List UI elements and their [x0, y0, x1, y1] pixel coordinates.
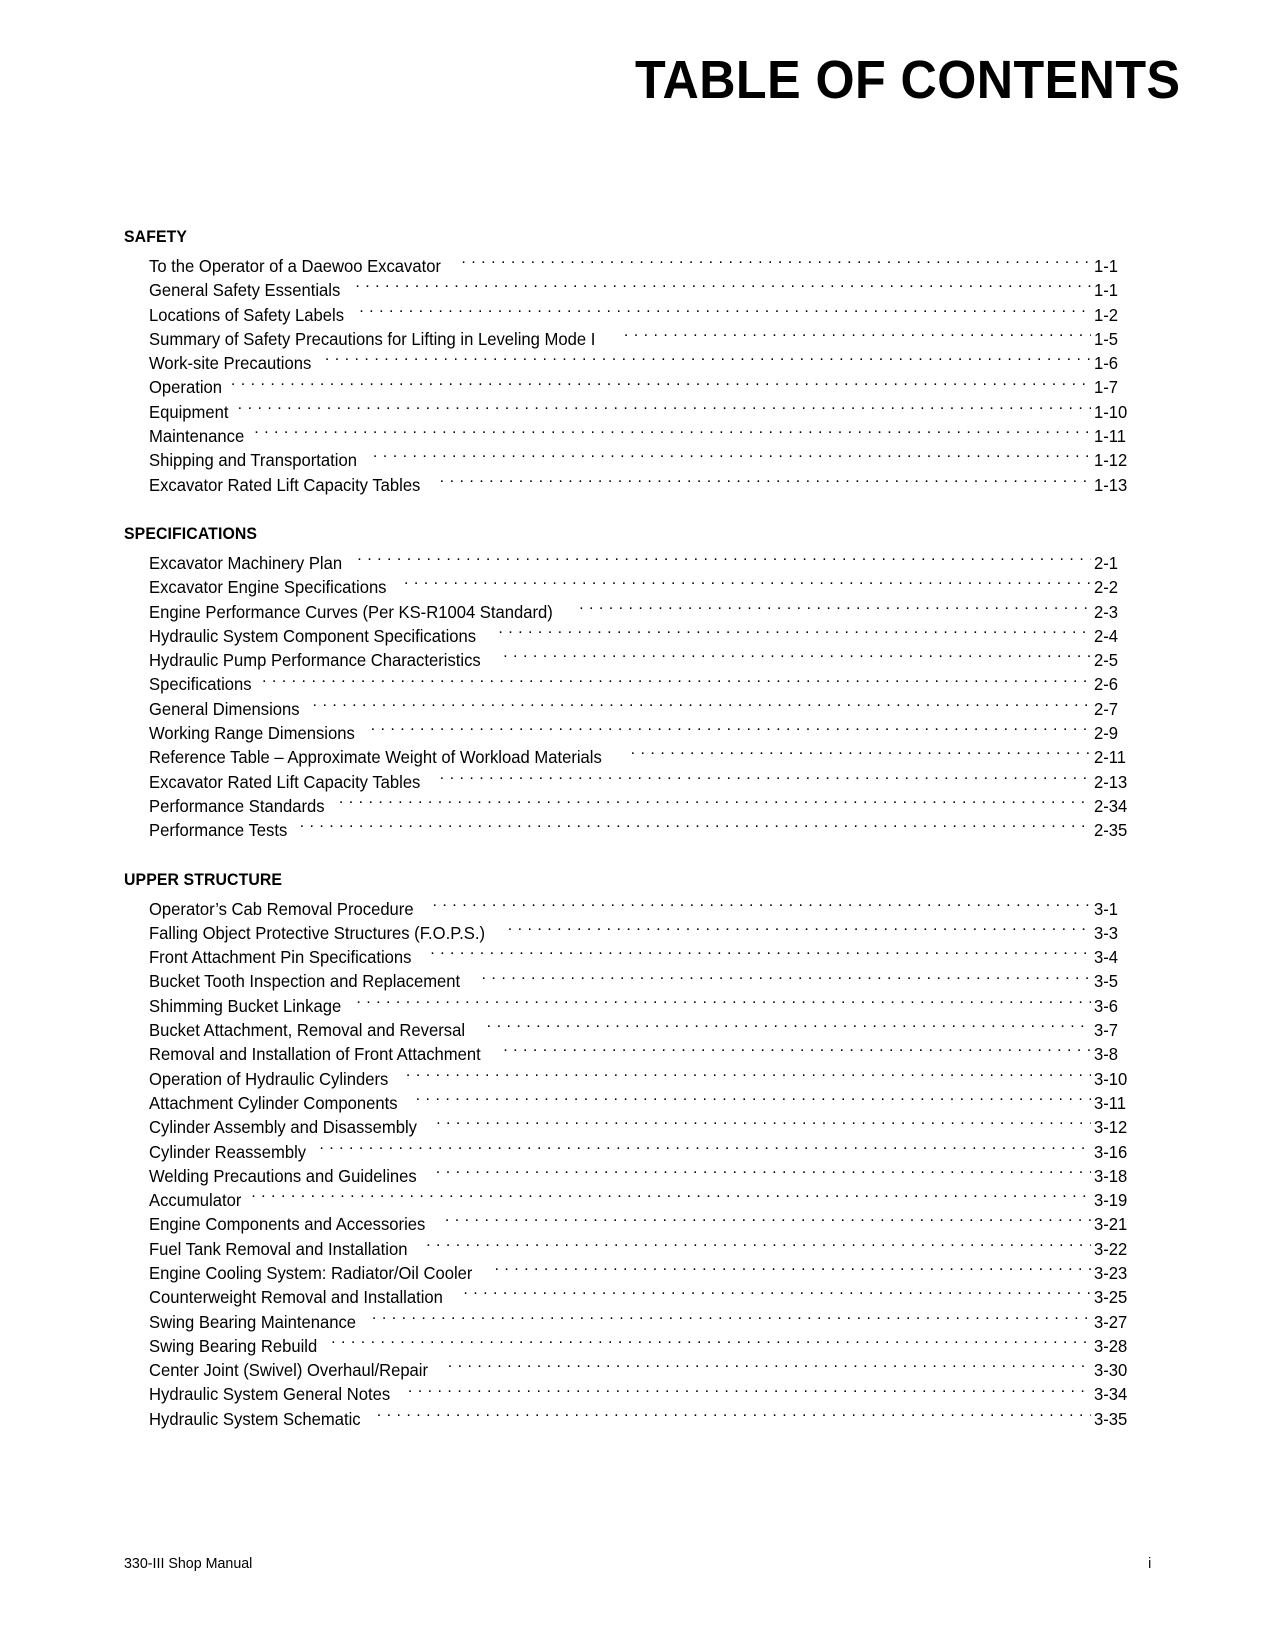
toc-entry[interactable] [149, 1018, 1146, 1042]
toc-entry-page-number: 2-5 [1094, 650, 1119, 671]
toc-entry-title: Equipment [149, 401, 229, 422]
toc-entry[interactable] [149, 969, 1146, 993]
toc-entry[interactable] [149, 1091, 1146, 1115]
toc-entry-page-number: 2-13 [1094, 771, 1128, 792]
toc-section [124, 228, 1146, 497]
toc-entry-title: Hydraulic Pump Performance Characteristics [149, 650, 481, 671]
toc-entry-page-number: 1-13 [1094, 474, 1128, 495]
toc-entry[interactable] [149, 327, 1146, 351]
toc-entry-page-number: 3-27 [1094, 1311, 1128, 1332]
toc-entry-page-number: 3-34 [1094, 1384, 1128, 1405]
toc-entry[interactable] [149, 1334, 1146, 1358]
toc-section [124, 525, 1146, 843]
toc-leader-dots [445, 1213, 1091, 1231]
toc-entry[interactable] [149, 770, 1146, 794]
toc-entry[interactable] [149, 794, 1146, 818]
toc-entry[interactable] [149, 1164, 1146, 1188]
toc-entry[interactable] [149, 721, 1146, 745]
toc-entry[interactable] [149, 672, 1146, 696]
toc-leader-dots [503, 649, 1091, 667]
toc-leader-dots [359, 303, 1091, 321]
toc-entry[interactable] [149, 945, 1146, 969]
toc-entry[interactable] [149, 697, 1146, 721]
toc-leader-dots [300, 819, 1091, 837]
toc-leader-dots [231, 376, 1091, 394]
toc-leader-dots [377, 1407, 1091, 1425]
toc-leader-dots [631, 746, 1091, 764]
page-title: TABLE OF CONTENTS [634, 50, 1180, 110]
toc-entry-title: Excavator Rated Lift Capacity Tables [149, 771, 421, 792]
toc-entry-page-number: 3-4 [1094, 947, 1119, 968]
toc-leader-dots [238, 400, 1091, 418]
toc-entry[interactable] [149, 400, 1146, 424]
toc-entry-page-number: 3-23 [1094, 1262, 1128, 1283]
toc-entry-title: Fuel Tank Removal and Installation [149, 1238, 408, 1259]
toc-entry-title: Hydraulic System General Notes [149, 1384, 391, 1405]
toc-entry-title: Bucket Attachment, Removal and Reversal [149, 1020, 466, 1041]
toc-entry-title: Locations of Safety Labels [149, 304, 345, 325]
toc-entry[interactable] [149, 254, 1146, 278]
toc-entry-page-number: 3-11 [1094, 1092, 1127, 1113]
toc-entry-title: Performance Tests [149, 820, 288, 841]
toc-entry-page-number: 1-5 [1094, 328, 1119, 349]
toc-entry-title: Cylinder Assembly and Disassembly [149, 1117, 417, 1138]
toc-leader-dots [498, 624, 1091, 642]
toc-entry-title: Engine Components and Accessories [149, 1214, 426, 1235]
toc-leader-dots [463, 1286, 1091, 1304]
toc-entry-page-number: 1-12 [1094, 450, 1128, 471]
toc-entry-title: General Safety Essentials [149, 280, 341, 301]
toc-entry-title: Front Attachment Pin Specifications [149, 947, 412, 968]
toc-leader-dots [313, 697, 1091, 715]
toc-entry-page-number: 3-1 [1094, 898, 1119, 919]
toc-entry[interactable] [149, 1237, 1146, 1261]
footer-manual-name: 330-III Shop Manual [124, 1555, 253, 1572]
toc-entry-page-number: 2-6 [1094, 674, 1119, 695]
toc-leader-dots [406, 1067, 1091, 1085]
toc-entry-page-number: 3-25 [1094, 1287, 1128, 1308]
toc-leader-dots [440, 770, 1091, 788]
toc-leader-dots [356, 994, 1091, 1012]
toc-leader-dots [251, 1189, 1091, 1207]
toc-entry[interactable] [149, 575, 1146, 599]
toc-entry[interactable] [149, 473, 1146, 497]
toc-entry[interactable] [149, 1310, 1146, 1334]
toc-leader-dots [579, 600, 1091, 618]
toc-entry-title: Work-site Precautions [149, 353, 312, 374]
toc-section-heading: SPECIFICATIONS [124, 524, 258, 543]
toc-entry-title: Swing Bearing Maintenance [149, 1311, 357, 1332]
toc-entry-page-number: 1-2 [1094, 304, 1119, 325]
toc-entry[interactable] [149, 1188, 1146, 1212]
toc-leader-dots [373, 449, 1091, 467]
toc-entry-page-number: 3-21 [1094, 1214, 1128, 1235]
toc-entry-title: Accumulator [149, 1190, 242, 1211]
toc-entry-page-number: 2-34 [1094, 795, 1128, 816]
toc-entry-page-number: 2-4 [1094, 625, 1119, 646]
toc-entry[interactable] [149, 303, 1146, 327]
toc-entry[interactable] [149, 624, 1146, 648]
toc-entry-page-number: 3-8 [1094, 1044, 1119, 1065]
toc-entry[interactable] [149, 745, 1146, 769]
toc-entry-list [124, 897, 1146, 1432]
toc-entry-page-number: 2-3 [1094, 601, 1119, 622]
toc-entry-title: Operator’s Cab Removal Procedure [149, 898, 414, 919]
toc-leader-dots [408, 1383, 1091, 1401]
toc-entry-page-number: 3-16 [1094, 1141, 1128, 1162]
toc-leader-dots [371, 722, 1091, 740]
toc-entry-page-number: 3-10 [1094, 1068, 1128, 1089]
toc-leader-dots [331, 1334, 1091, 1352]
toc-entry-title: Engine Cooling System: Radiator/Oil Cooler [149, 1262, 473, 1283]
toc-entry-title: Center Joint (Swivel) Overhaul/Repair [149, 1360, 429, 1381]
toc-entry-title: Removal and Installation of Front Attachment [149, 1044, 481, 1065]
toc-entry-title: Performance Standards [149, 795, 325, 816]
toc-entry[interactable] [149, 278, 1146, 302]
toc-entry-title: Falling Object Protective Structures (F.O.P.S.) [149, 922, 486, 943]
toc-entry[interactable] [149, 351, 1146, 375]
toc-leader-dots [355, 279, 1091, 297]
toc-entry-title: Hydraulic System Component Specifications [149, 625, 477, 646]
toc-leader-dots [503, 1043, 1091, 1061]
toc-entry[interactable] [149, 1285, 1146, 1309]
toc-entry-page-number: 1-1 [1094, 256, 1119, 276]
toc-entry-page-number: 3-3 [1094, 922, 1119, 943]
toc-entry-title: Cylinder Reassembly [149, 1141, 307, 1162]
toc-entry-title: Swing Bearing Rebuild [149, 1335, 318, 1356]
toc-leader-dots [357, 551, 1091, 569]
toc-entry-title: Maintenance [149, 426, 245, 447]
toc-section-heading: SAFETY [124, 228, 188, 246]
toc-entry-title: Engine Performance Curves (Per KS-R1004 Standard) [149, 601, 553, 622]
toc-entry-title: Specifications [149, 674, 252, 695]
toc-entry[interactable] [149, 921, 1146, 945]
table-of-contents [124, 228, 1146, 1431]
toc-entry-title: Welding Precautions and Guidelines [149, 1165, 417, 1186]
toc-entry[interactable] [149, 1042, 1146, 1066]
toc-entry-title: Hydraulic System Schematic [149, 1408, 361, 1429]
toc-entry[interactable] [149, 1212, 1146, 1236]
toc-entry[interactable] [149, 648, 1146, 672]
toc-leader-dots [430, 946, 1091, 964]
toc-leader-dots [426, 1237, 1091, 1255]
toc-entry-title: Bucket Tooth Inspection and Replacement [149, 971, 461, 992]
toc-entry-page-number: 2-2 [1094, 577, 1119, 598]
page-footer [124, 1555, 1151, 1572]
toc-entry[interactable] [149, 1115, 1146, 1139]
toc-entry-page-number: 3-7 [1094, 1020, 1119, 1041]
toc-leader-dots [487, 1019, 1091, 1037]
toc-entry-title: Attachment Cylinder Components [149, 1092, 398, 1113]
toc-entry[interactable] [149, 1358, 1146, 1382]
toc-entry[interactable] [149, 1407, 1146, 1431]
toc-entry[interactable] [149, 424, 1146, 448]
toc-entry-page-number: 2-1 [1094, 552, 1119, 573]
toc-entry-page-number: 2-35 [1094, 820, 1128, 841]
toc-entry-page-number: 1-10 [1094, 401, 1128, 422]
toc-leader-dots [262, 673, 1091, 691]
toc-entry-page-number: 3-12 [1094, 1117, 1128, 1138]
toc-leader-dots [372, 1310, 1091, 1328]
toc-leader-dots [325, 352, 1091, 370]
toc-leader-dots [404, 576, 1091, 594]
toc-entry[interactable] [149, 1067, 1146, 1091]
toc-entry[interactable] [149, 375, 1146, 399]
toc-entry-page-number: 1-11 [1094, 426, 1127, 447]
toc-entry-page-number: 3-18 [1094, 1165, 1128, 1186]
toc-entry-title: Operation [149, 377, 223, 398]
toc-leader-dots [416, 1091, 1091, 1109]
toc-entry[interactable] [149, 994, 1146, 1018]
toc-entry-page-number: 3-6 [1094, 995, 1119, 1016]
toc-leader-dots [319, 1140, 1091, 1158]
toc-entry[interactable] [149, 448, 1146, 472]
toc-entry-page-number: 1-6 [1094, 353, 1119, 374]
toc-entry-title: Reference Table – Approximate Weight of Workload Materials [149, 747, 602, 768]
toc-entry-title: Shimming Bucket Linkage [149, 995, 342, 1016]
toc-entry[interactable] [149, 818, 1146, 842]
toc-entry-page-number: 2-11 [1094, 747, 1127, 768]
toc-entry[interactable] [149, 897, 1146, 921]
toc-leader-dots [440, 473, 1091, 491]
toc-entry-page-number: 1-1 [1094, 280, 1119, 301]
toc-entry-title: General Dimensions [149, 698, 300, 719]
toc-leader-dots [508, 921, 1091, 939]
toc-entry-page-number: 3-28 [1094, 1335, 1128, 1356]
toc-leader-dots [494, 1261, 1091, 1279]
toc-leader-dots [624, 327, 1091, 345]
toc-entry-page-number: 2-9 [1094, 723, 1119, 744]
toc-leader-dots [436, 1164, 1091, 1182]
toc-entry[interactable] [149, 1140, 1146, 1164]
toc-leader-dots [482, 970, 1091, 988]
toc-leader-dots [448, 1359, 1091, 1377]
toc-entry[interactable] [149, 1261, 1146, 1285]
toc-section-heading: UPPER STRUCTURE [124, 870, 283, 889]
toc-entry-page-number: 3-19 [1094, 1190, 1128, 1211]
toc-entry-list [124, 254, 1146, 497]
toc-entry-title: Shipping and Transportation [149, 450, 357, 471]
toc-entry-title: To the Operator of a Daewoo Excavator [149, 256, 442, 276]
footer-page-number: i [1147, 1555, 1151, 1572]
toc-section [124, 871, 1146, 1432]
title-block [0, 52, 1180, 109]
toc-entry[interactable] [149, 551, 1146, 575]
toc-entry-page-number: 1-7 [1094, 377, 1119, 398]
toc-entry-list [124, 551, 1146, 843]
toc-entry-title: Operation of Hydraulic Cylinders [149, 1068, 389, 1089]
toc-entry-title: Excavator Machinery Plan [149, 552, 343, 573]
toc-entry-title: Summary of Safety Precautions for Lifting in Leveling Mode I [149, 328, 596, 349]
toc-entry-page-number: 3-22 [1094, 1238, 1128, 1259]
toc-entry[interactable] [149, 600, 1146, 624]
toc-leader-dots [436, 1116, 1091, 1134]
toc-entry-title: Working Range Dimensions [149, 723, 355, 744]
toc-entry-page-number: 3-35 [1094, 1408, 1128, 1429]
toc-entry-page-number: 3-5 [1094, 971, 1119, 992]
toc-entry-page-number: 2-7 [1094, 698, 1119, 719]
toc-entry-title: Counterweight Removal and Installation [149, 1287, 443, 1308]
toc-entry-title: Excavator Rated Lift Capacity Tables [149, 474, 421, 495]
toc-leader-dots [433, 897, 1091, 915]
toc-entry-title: Excavator Engine Specifications [149, 577, 387, 598]
toc-leader-dots [339, 794, 1091, 812]
toc-leader-dots [461, 255, 1091, 273]
toc-entry[interactable] [149, 1382, 1146, 1406]
toc-entry-page-number: 3-30 [1094, 1360, 1128, 1381]
toc-leader-dots [254, 425, 1091, 443]
